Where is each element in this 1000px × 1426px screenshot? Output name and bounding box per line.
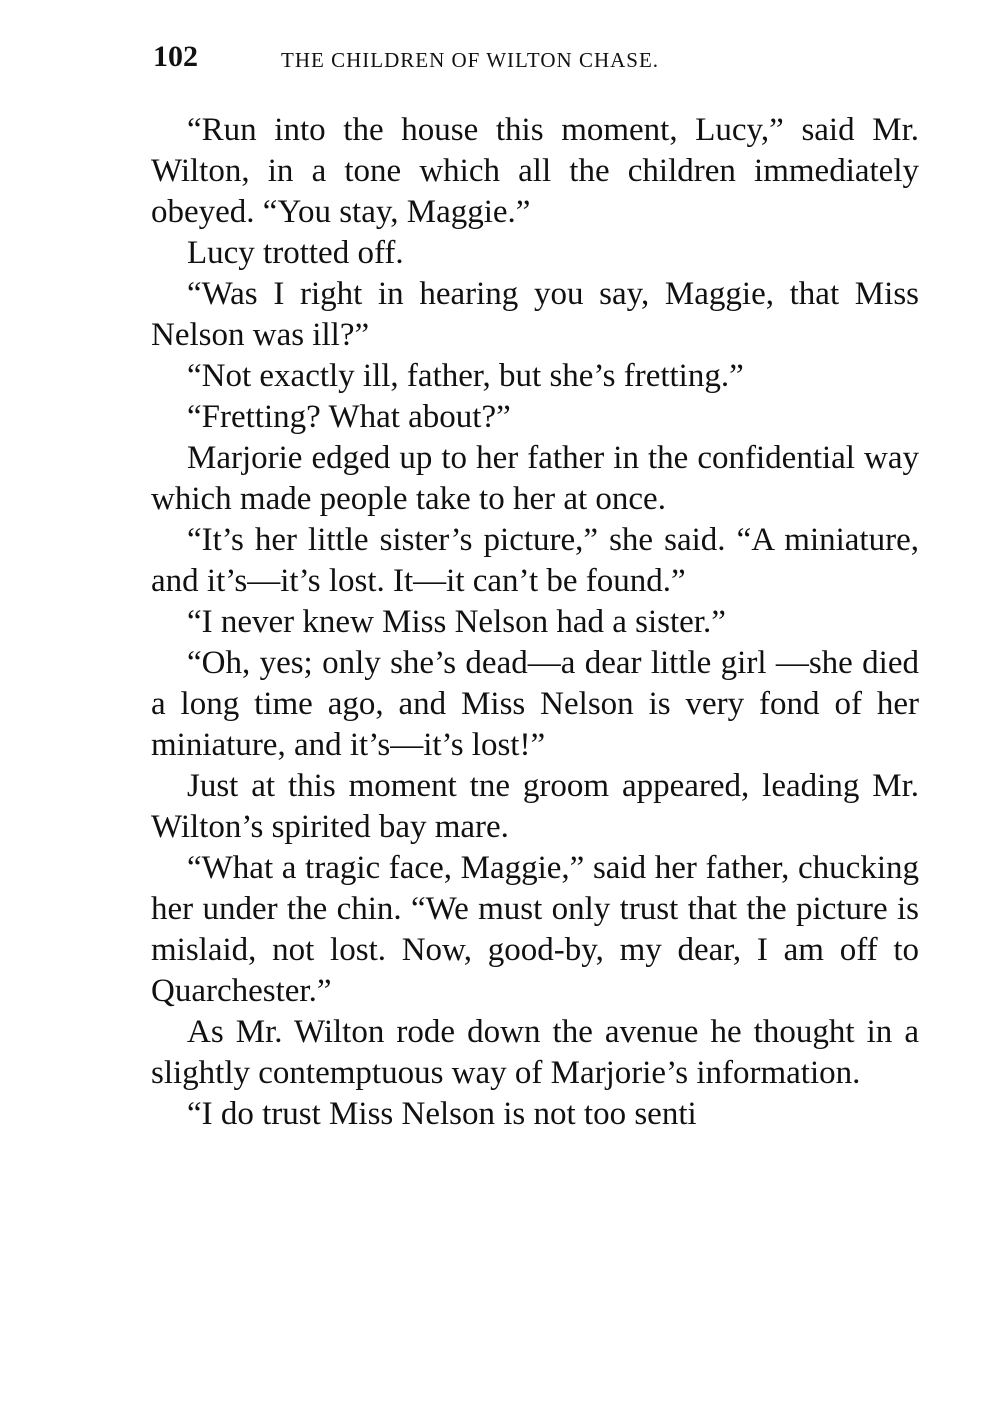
paragraph: “Was I right in hearing you say, Maggie, that Miss Nelson was ill?”: [151, 276, 919, 353]
paragraph: “Not exactly ill, father, but she’s fretting.”: [187, 358, 744, 394]
body-text: [151, 110, 919, 1135]
paragraph: As Mr. Wilton rode down the avenue he thought in a slightly contemptuous way of Marjorie’s information.: [151, 1014, 919, 1091]
paragraph: “Run into the house this moment, Lucy,” said Mr. Wilton, in a tone which all the children immediately obeyed. “You stay, Maggie.”: [151, 112, 919, 230]
paragraph: “It’s her little sister’s picture,” she said. “A miniature, and it’s—it’s lost. It—it can’t be found.”: [151, 522, 919, 599]
paragraph: “Oh, yes; only she’s dead—a dear little girl —she died a long time ago, and Miss Nelson is very fond of her miniature, and it’s—it’s lost!”: [151, 645, 919, 763]
running-title: THE CHILDREN OF WILTON CHASE.: [281, 48, 660, 72]
paragraph: Marjorie edged up to her father in the confidential way which made people take to her at once.: [151, 440, 919, 517]
page-number: 102: [153, 40, 198, 73]
paragraph: Just at this moment tne groom appeared, leading Mr. Wilton’s spirited bay mare.: [151, 768, 919, 845]
page-header: [153, 40, 923, 80]
paragraph: “What a tragic face, Maggie,” said her father, chucking her under the chin. “We must only trust that the picture is mislaid, not lost. Now, good-by, my dear, I am off to Quarchester.”: [151, 850, 919, 1009]
paragraph: “Fretting? What about?”: [187, 399, 511, 435]
paragraph: Lucy trotted off.: [187, 235, 404, 271]
paragraph: “I never knew Miss Nelson had a sister.”: [187, 604, 726, 640]
paragraph: “I do trust Miss Nelson is not too senti: [187, 1096, 697, 1132]
